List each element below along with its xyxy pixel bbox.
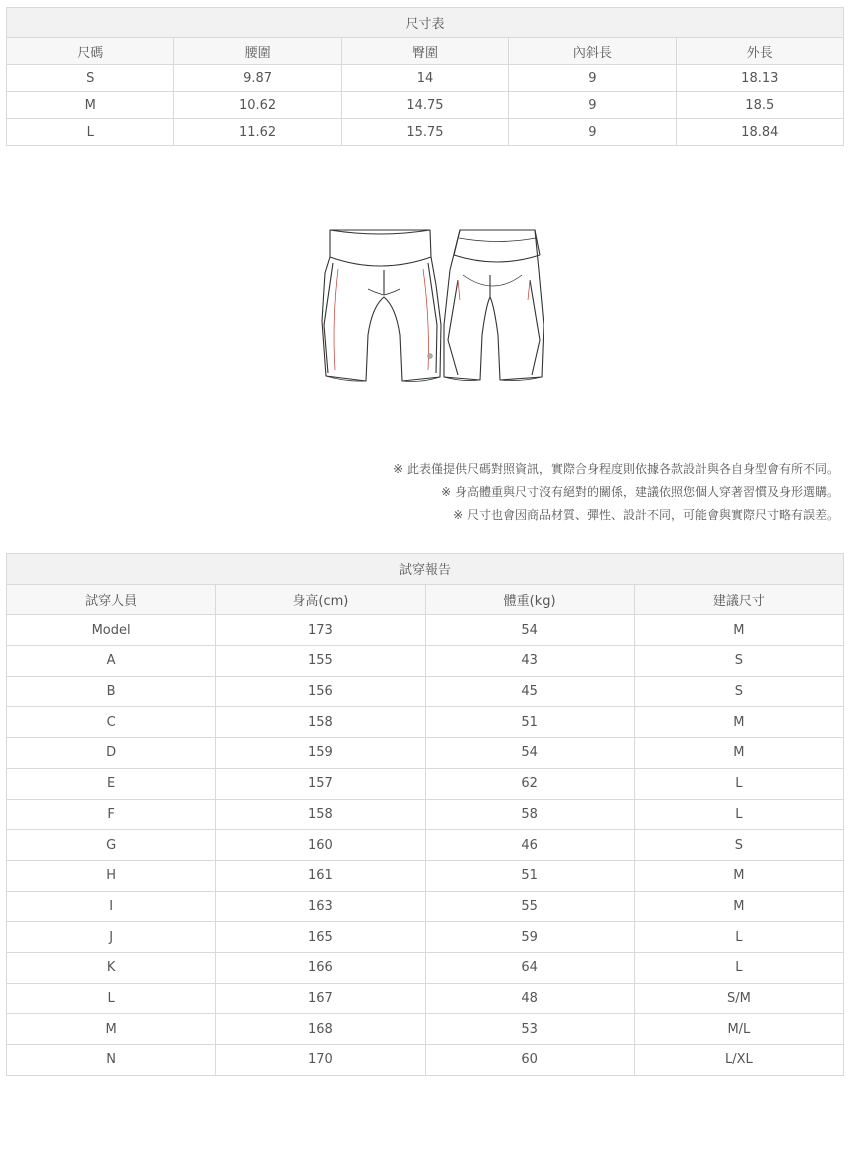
fit-report-header: 身高(cm): [216, 584, 425, 615]
table-cell: 59: [425, 922, 634, 953]
table-cell: 46: [425, 830, 634, 861]
table-cell: C: [7, 707, 216, 738]
table-cell: G: [7, 830, 216, 861]
table-cell: S/M: [634, 983, 843, 1014]
table-cell: 18.13: [676, 65, 843, 92]
size-chart-table: [6, 7, 844, 146]
fit-report-header: 體重(kg): [425, 584, 634, 615]
fit-report-header: 建議尺寸: [634, 584, 843, 615]
table-row: [7, 738, 844, 769]
table-cell: 45: [425, 676, 634, 707]
table-cell: 170: [216, 1045, 425, 1076]
table-cell: 9: [509, 92, 676, 119]
table-cell: L/XL: [634, 1045, 843, 1076]
table-cell: 10.62: [174, 92, 341, 119]
table-cell: 9.87: [174, 65, 341, 92]
fit-report-title: 試穿報告: [7, 554, 844, 585]
table-cell: S: [634, 830, 843, 861]
table-row: [7, 891, 844, 922]
note-line: ※ 此表僅提供尺碼對照資訊，實際合身程度則依據各款設計與各自身型會有所不同。: [393, 462, 839, 476]
size-chart-header: 外長: [676, 38, 843, 65]
table-cell: M: [7, 1014, 216, 1045]
table-cell: 158: [216, 707, 425, 738]
table-cell: M/L: [634, 1014, 843, 1045]
size-chart-title: 尺寸表: [7, 8, 844, 38]
table-cell: M: [634, 615, 843, 646]
table-row: [7, 1014, 844, 1045]
table-cell: 161: [216, 860, 425, 891]
table-cell: 14.75: [341, 92, 508, 119]
fit-report-header: 試穿人員: [7, 584, 216, 615]
table-row: [7, 707, 844, 738]
table-row: [7, 983, 844, 1014]
table-cell: H: [7, 860, 216, 891]
table-cell: M: [634, 707, 843, 738]
table-cell: M: [7, 92, 174, 119]
table-cell: J: [7, 922, 216, 953]
table-cell: 155: [216, 646, 425, 677]
table-cell: 43: [425, 646, 634, 677]
shorts-front-view: [322, 230, 441, 382]
table-row: [7, 646, 844, 677]
table-row: [7, 768, 844, 799]
table-cell: 62: [425, 768, 634, 799]
table-cell: 18.5: [676, 92, 843, 119]
table-row: [7, 830, 844, 861]
table-cell: 157: [216, 768, 425, 799]
fit-report-table: [6, 553, 844, 1076]
table-cell: 173: [216, 615, 425, 646]
table-cell: L: [634, 952, 843, 983]
table-cell: K: [7, 952, 216, 983]
table-cell: B: [7, 676, 216, 707]
shorts-diagram: [318, 225, 544, 385]
note-line: ※ 身高體重與尺寸沒有絕對的關係，建議依照您個人穿著習慣及身形選購。: [441, 485, 839, 499]
table-row: [7, 615, 844, 646]
table-cell: 167: [216, 983, 425, 1014]
table-cell: 11.62: [174, 119, 341, 146]
table-row: [7, 799, 844, 830]
table-cell: A: [7, 646, 216, 677]
table-cell: F: [7, 799, 216, 830]
size-chart-header: 內斜長: [509, 38, 676, 65]
table-cell: 54: [425, 738, 634, 769]
table-cell: 166: [216, 952, 425, 983]
table-cell: 156: [216, 676, 425, 707]
table-cell: I: [7, 891, 216, 922]
table-cell: D: [7, 738, 216, 769]
table-cell: L: [634, 768, 843, 799]
table-cell: 158: [216, 799, 425, 830]
table-cell: 54: [425, 615, 634, 646]
table-cell: 58: [425, 799, 634, 830]
table-cell: 15.75: [341, 119, 508, 146]
size-notes: [393, 458, 839, 527]
table-cell: M: [634, 738, 843, 769]
table-cell: 9: [509, 119, 676, 146]
table-cell: 51: [425, 860, 634, 891]
table-row: [7, 92, 844, 119]
table-cell: 168: [216, 1014, 425, 1045]
table-cell: E: [7, 768, 216, 799]
table-row: [7, 65, 844, 92]
shorts-back-view: [444, 230, 544, 381]
table-cell: 18.84: [676, 119, 843, 146]
table-row: [7, 922, 844, 953]
size-chart-header: 臀圍: [341, 38, 508, 65]
table-cell: 51: [425, 707, 634, 738]
table-cell: 14: [341, 65, 508, 92]
size-chart-header: 腰圍: [174, 38, 341, 65]
table-cell: 165: [216, 922, 425, 953]
table-cell: N: [7, 1045, 216, 1076]
table-row: [7, 860, 844, 891]
table-cell: 9: [509, 65, 676, 92]
table-row: [7, 952, 844, 983]
table-cell: L: [634, 799, 843, 830]
size-chart-header: 尺碼: [7, 38, 174, 65]
table-cell: S: [634, 646, 843, 677]
table-cell: M: [634, 891, 843, 922]
table-cell: 163: [216, 891, 425, 922]
table-cell: M: [634, 860, 843, 891]
table-cell: 160: [216, 830, 425, 861]
table-cell: 64: [425, 952, 634, 983]
table-cell: L: [7, 983, 216, 1014]
table-cell: 53: [425, 1014, 634, 1045]
note-line: ※ 尺寸也會因商品材質、彈性、設計不同，可能會與實際尺寸略有誤差。: [453, 508, 839, 522]
table-row: [7, 1045, 844, 1076]
table-cell: 60: [425, 1045, 634, 1076]
table-cell: 159: [216, 738, 425, 769]
table-cell: S: [7, 65, 174, 92]
table-cell: L: [634, 922, 843, 953]
table-row: [7, 119, 844, 146]
table-cell: S: [634, 676, 843, 707]
table-cell: 55: [425, 891, 634, 922]
table-cell: L: [7, 119, 174, 146]
table-row: [7, 676, 844, 707]
table-cell: Model: [7, 615, 216, 646]
table-cell: 48: [425, 983, 634, 1014]
